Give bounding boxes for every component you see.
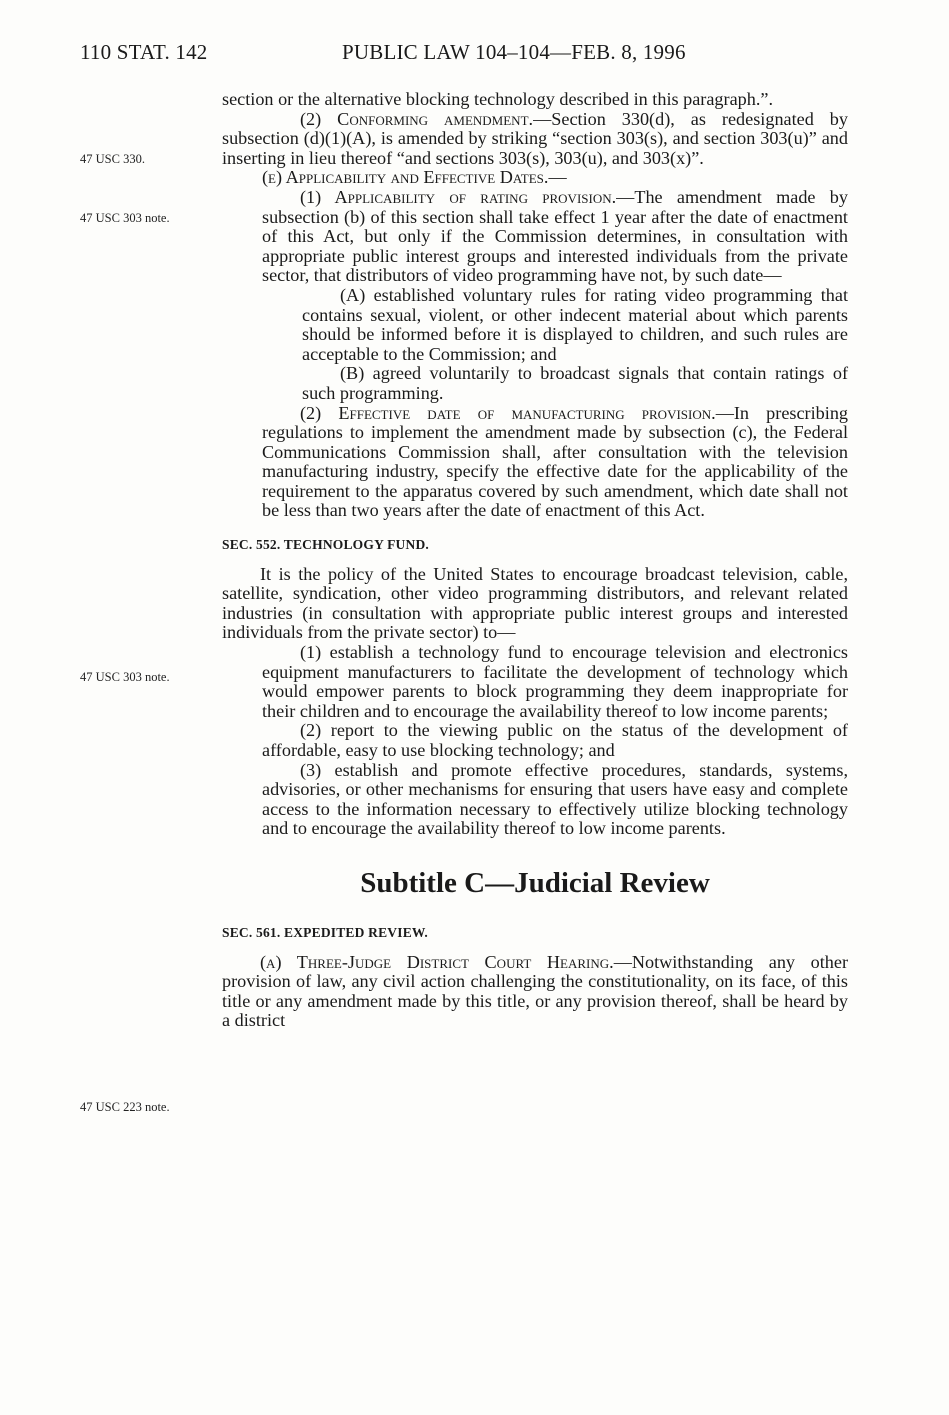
- paragraph-heading: (a) Three-Judge District Court Hearing.: [260, 951, 614, 972]
- paragraph: [222, 953, 848, 1031]
- paragraph-text: —Section 330(d), as redesignated by subsection (d)(1)(A), is amended by striking “section 303(s), and section 303(u)” and inserting in lieu thereof “and sections 303(s), 303(u), and 303(x)”.: [222, 108, 848, 168]
- paragraph-heading: (2) Effective date of manufacturing provision.: [300, 402, 716, 423]
- paragraph-heading: (e) Applicability and Effective Dates.: [262, 167, 549, 188]
- margin-note: 47 USC 303 note.: [80, 211, 170, 225]
- section-heading: SEC. 552. TECHNOLOGY FUND.: [222, 537, 429, 553]
- paragraph-heading: (1) Applicability of rating provision.: [300, 186, 617, 207]
- subtitle-heading: Subtitle C—Judicial Review: [360, 866, 710, 899]
- paragraph: [262, 188, 848, 286]
- paragraph: (3) establish and promote effective procedures, standards, systems, advisories, or other mechanisms for ensuring that users have easy and complete access to the information necessary to effectively utilize blocking technology and to encourage the availability thereof to low income parents.: [262, 759, 848, 839]
- margin-note: 47 USC 330.: [80, 152, 145, 166]
- running-head-title: PUBLIC LAW 104–104—FEB. 8, 1996: [342, 40, 686, 64]
- paragraph-text: —The amendment made by subsection (b) of this section shall take effect 1 year after the date of enactment of this Act, but only if the Commission determines, in consultation with appropriate public interest groups and interested individuals from the private sector, that distributors of video programming have not, by such date—: [262, 186, 848, 286]
- section-heading: SEC. 561. EXPEDITED REVIEW.: [222, 924, 428, 940]
- paragraph: [222, 110, 848, 169]
- paragraph: (A) established voluntary rules for rating video programming that contains sexual, violent, or other indecent material about which parents should be informed before it is displayed to children, and such rules are acceptable to the Commission; and: [302, 284, 848, 364]
- margin-note: 47 USC 303 note.: [80, 670, 170, 684]
- paragraph-text: —Notwithstanding any other provision of law, any civil action challenging the constitutionality, on its face, of this title or any amendment made by this title, or any provision thereof, shall be heard by a district: [222, 951, 848, 1031]
- margin-note: 47 USC 223 note.: [80, 1100, 170, 1114]
- paragraph: (2) report to the viewing public on the status of the development of affordable, easy to use blocking technology; and: [262, 720, 848, 760]
- paragraph-text: —In prescribing regulations to implement the amendment made by subsection (c), the Federal Communications Commission shall, after consultation with the television manufacturing industry, specify the effective date for the applicability of the requirement to the apparatus covered by such amendment, which date shall not be less than two years after the date of enactment of this Act.: [262, 402, 849, 521]
- paragraph-heading: (2) Conforming amendment.: [300, 108, 534, 129]
- paragraph-text: —: [548, 167, 567, 188]
- page-body: [222, 90, 848, 1031]
- paragraph: It is the policy of the United States to encourage broadcast television, cable, satellite, syndication, other video programming distributors, and relevant related industries (in consultation with appropriate public interest groups and interested individuals from the private sector) to—: [222, 563, 848, 643]
- paragraph: [262, 404, 848, 522]
- paragraph: (1) establish a technology fund to encourage television and electronics equipment manufacturers to facilitate the development of technology which would empower parents to block programming they deem inappropriate for their children and to encourage the availability thereof to low income parents;: [262, 642, 848, 721]
- paragraph: section or the alternative blocking technology described in this paragraph.”.: [222, 89, 773, 109]
- paragraph: (B) agreed voluntarily to broadcast signals that contain ratings of such programming.: [302, 363, 848, 403]
- paragraph: [262, 168, 848, 188]
- stat-page-number: 110 STAT. 142: [80, 40, 208, 64]
